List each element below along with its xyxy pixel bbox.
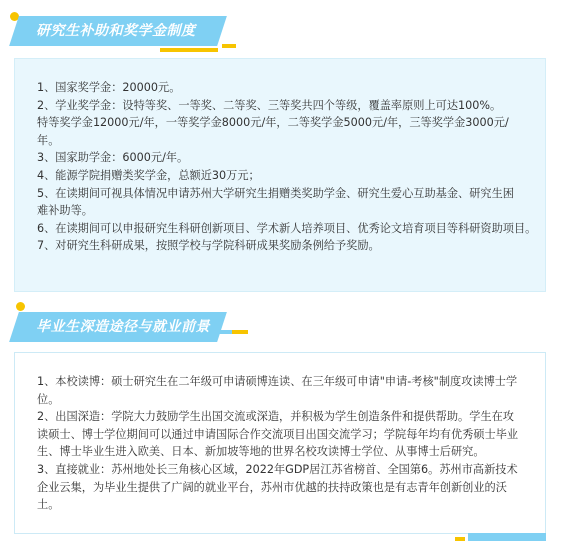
section2-yellow-stripe [232, 330, 248, 334]
section1-header [10, 10, 230, 50]
section1-line: 2、学业奖学金：设特等奖、一等奖、二等奖、三等奖共四个等级，覆盖率原则上可达100%。 [37, 98, 502, 112]
section1-line: 1、国家奖学金：20000元。 [37, 81, 181, 94]
section2-text [37, 373, 537, 514]
section1-line: 6、在读期间可以申报研究生科研创新项目、学术新人培养项目、优秀论文培育项目等科研资助项目。 [37, 221, 537, 235]
section1-yellow-stripe [160, 48, 218, 52]
section1-content-box [14, 58, 546, 292]
section2-line: 企业云集，为毕业生提供了广阔的就业平台，苏州市优越的扶持政策也是有志青年创新创业的沃 [37, 480, 507, 494]
section2-corner-bar [468, 533, 546, 541]
section1-line: 5、在读期间可视具体情况申请苏州大学研究生捐赠类奖助学金、研究生爱心互助基金、研究生困 [37, 186, 514, 200]
section2-line: 生、博士毕业生进入欧美、日本、新加坡等地的世界名校攻读博士学位、从事博士后研究。 [37, 445, 485, 459]
section1-line: 7、对研究生科研成果，按照学校与学院科研成果奖励条例给予奖励。 [37, 239, 380, 253]
section1-line: 难补助等。 [37, 204, 93, 218]
section1-line: 特等奖学金12000元/年，一等奖学金8000元/年，二等奖学金5000元/年，三等奖学金3000元/ [37, 116, 509, 130]
section1-text [37, 79, 537, 255]
section2-line: 位。 [37, 392, 60, 406]
section1-yellow-mark [222, 44, 236, 48]
section2-header [10, 300, 230, 340]
section2-dot [16, 302, 25, 311]
section2-line: 1、本校读博：硕士研究生在二年级可申请硕博连读、在三年级可申请"申请-考核"制度攻读博士学 [37, 375, 518, 388]
section2-line: 读硕士、博士学位期间可以通过申请国际合作交流项目出国交流学习；学院每年均有优秀硕士毕业 [37, 427, 519, 441]
section1-title: 研究生补助和奖学金制度 [36, 23, 196, 39]
section1-line: 3、国家助学金：6000元/年。 [37, 151, 189, 165]
section2-line: 3、直接就业：苏州地处长三角核心区域，2022年GDP居江苏省榜首、全国第6。苏州市高新技术 [37, 462, 518, 476]
section1-line: 4、能源学院捐赠类奖学金，总额近30万元； [37, 168, 260, 182]
section1-line: 年。 [37, 133, 60, 147]
section2-corner-yellow [455, 537, 465, 541]
section2-line: 土。 [37, 498, 60, 512]
section2-content-box [14, 352, 546, 534]
section2-title: 毕业生深造途径与就业前景 [36, 319, 210, 335]
section2-line: 2、出国深造：学院大力鼓励学生出国交流或深造，并积极为学生创造条件和提供帮助。学生在攻 [37, 410, 514, 424]
